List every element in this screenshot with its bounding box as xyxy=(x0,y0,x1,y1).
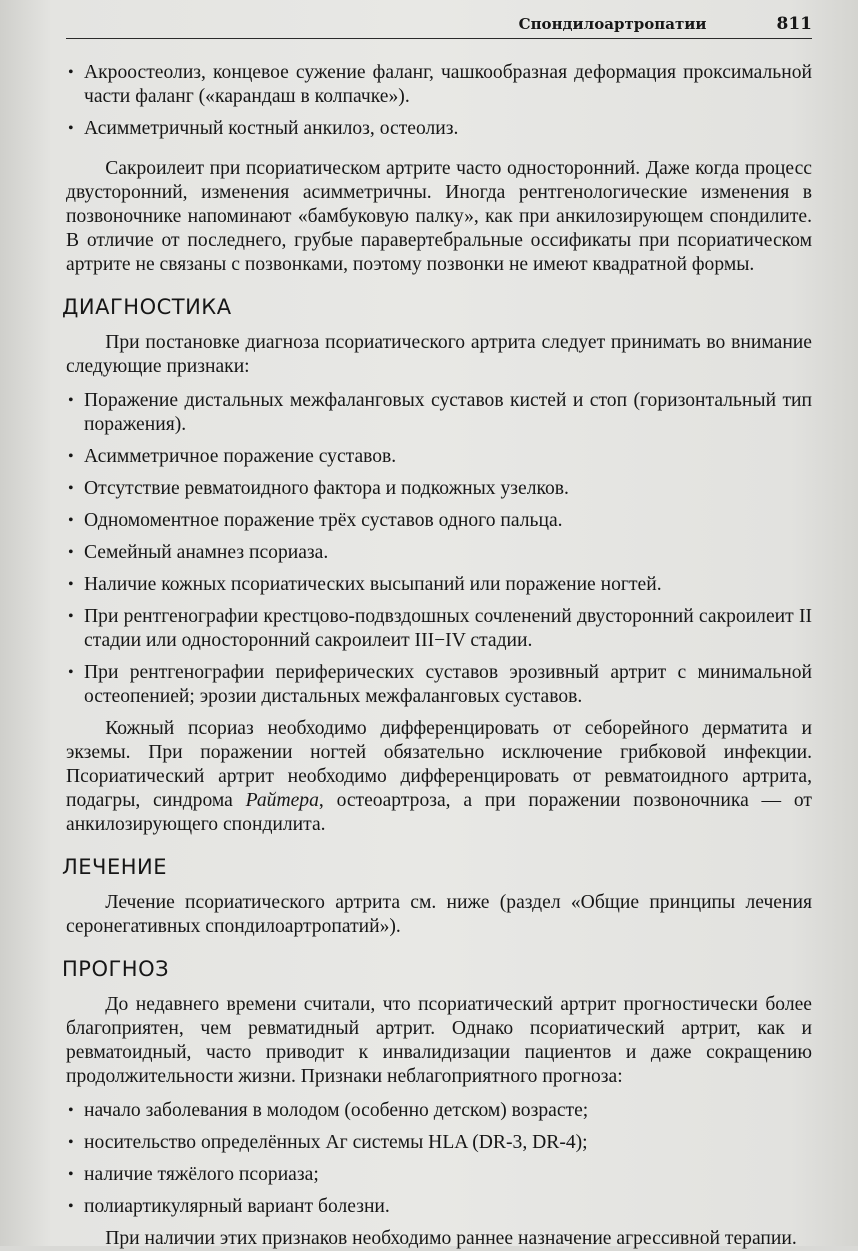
differential-diagnosis-paragraph xyxy=(66,717,812,837)
diagnostic-signs-list xyxy=(66,389,812,709)
prognosis-intro: До недавнего времени считали, что псориатический артрит прогностически более благоприятен, чем ревматидный артрит. Однако псориатический артрит, как и ревматоидный, часто приводит к инвалидизации пациентов и даже сокращению продолжительности жизни. Признаки неблагоприятного прогноза: xyxy=(66,994,812,1087)
diagnostics-intro: При постановке диагноза псориатического артрита следует принимать во внимание следующие признаки: xyxy=(66,332,812,377)
list-item: • Асимметричный костный анкилоз, остеолиз. xyxy=(66,117,812,141)
list-item: • Наличие кожных псориатических высыпаний или поражение ногтей. xyxy=(66,573,812,597)
list-item: • При рентгенографии периферических суставов эрозивный артрит с минимальной остеопенией; эрозии дистальных межфаланговых суставов. xyxy=(66,661,812,709)
radiology-signs-list xyxy=(66,61,812,141)
list-item: • начало заболевания в молодом (особенно детском) возрасте; xyxy=(66,1099,812,1123)
running-title: Спондилоартропатии xyxy=(518,15,707,33)
section-heading-treatment: ЛЕЧЕНИЕ xyxy=(62,855,167,879)
list-item: • Семейный анамнез псориаза. xyxy=(66,541,812,565)
section-heading-prognosis: ПРОГНОЗ xyxy=(62,957,170,981)
list-item: • При рентгенографии крестцово-подвздошных сочленений двусторонний сакроилеит II стадии или односторонний сакроилеит III−IV стадии. xyxy=(66,605,812,653)
list-item: • наличие тяжёлого псориаза; xyxy=(66,1163,812,1187)
sacroiliitis-paragraph: Сакроилеит при псориатическом артрите часто односторонний. Даже когда процесс двусторонний, изменения асимметричны. Иногда рентгенологические изменения в позвоночнике напоминают «бамбуковую палку», как при анкилозирующем спондилите. В отличие от последнего, грубые паравертебральные оссификаты при псориатическом артрите не связаны с позвонками, поэтому позвонки не имеют квадратной формы. xyxy=(66,158,812,275)
list-item: • носительство определённых Аг системы HLA (DR-3, DR-4); xyxy=(66,1131,812,1155)
differential-text-a: Кожный псориаз необходимо дифференцировать от себорейного дерматита и экземы. При поражении ногтей обязательно исключение грибковой инфекции. Псориатический артрит необходимо дифференцировать от ревматоидного артрита, подагры, синдрома xyxy=(66,718,812,811)
treatment-paragraph: Лечение псориатического артрита см. ниже (раздел «Общие принципы лечения серонегативных спондилоартропатий»). xyxy=(66,892,812,937)
list-item: • Поражение дистальных межфаланговых суставов кистей и стоп (горизонтальный тип поражения). xyxy=(66,389,812,437)
differential-text-b: , остеоартроза, а при поражении позвоночника — от анкилозирующего спондилита. xyxy=(66,790,812,835)
list-item: • Отсутствие ревматоидного фактора и подкожных узелков. xyxy=(66,477,812,501)
prognosis-signs-list xyxy=(66,1099,812,1219)
running-header xyxy=(66,14,812,39)
list-item: • Акроостеолиз, концевое сужение фаланг, чашкообразная деформация проксимальной части фаланг («карандаш в колпачке»). xyxy=(66,61,812,109)
page-number: 811 xyxy=(776,14,812,34)
section-heading-diagnostics: ДИАГНОСТИКА xyxy=(62,295,232,319)
page-content xyxy=(62,61,812,1251)
prognosis-conclusion: При наличии этих признаков необходимо раннее назначение агрессивной терапии. xyxy=(105,1228,797,1249)
reiter-term: Райтера xyxy=(245,790,319,811)
list-item: • Асимметричное поражение суставов. xyxy=(66,445,812,469)
list-item: • Одномоментное поражение трёх суставов одного пальца. xyxy=(66,509,812,533)
list-item: • полиартикулярный вариант болезни. xyxy=(66,1195,812,1219)
